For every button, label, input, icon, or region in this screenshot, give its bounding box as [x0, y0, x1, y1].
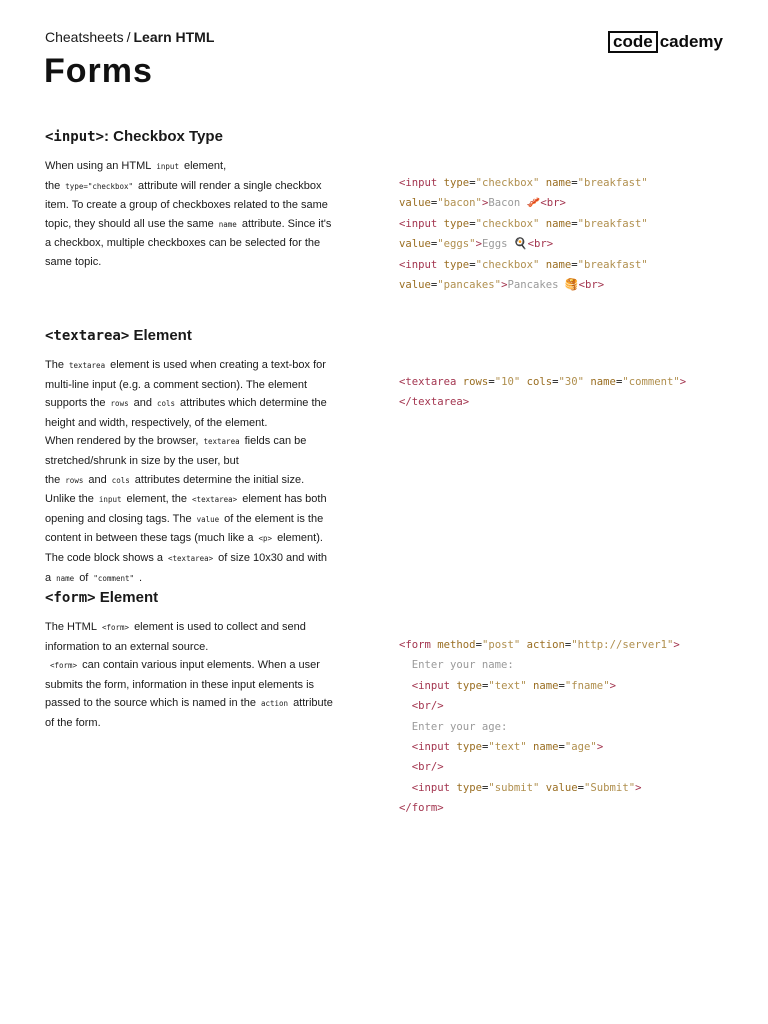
code-string: "10" [494, 376, 521, 388]
code-tag: <input [411, 741, 451, 754]
code-attr: type [456, 781, 482, 794]
code-block-form: <form method="post" action="http://server1"> Enter your name: <input type="text" name="fname"> <br/> Enter your age: <input type="text" name="age"> <br/> <input type="submit" value="Submit"> </form> [399, 639, 680, 815]
section-title-form [45, 589, 158, 606]
description-text: attribute will render a single checkbox item. To create a group of checkboxes related to the same topic, they should all use the same [45, 179, 328, 230]
description-text: attributes determine the initial size. [134, 473, 305, 486]
code-attr: method [437, 639, 476, 651]
code-attr: type [443, 177, 470, 189]
code-attr: type [443, 217, 470, 230]
code-string: "breakfast" [577, 217, 648, 230]
code-tag: <br> [578, 279, 605, 292]
description-text: element, the [45, 160, 227, 192]
code-tag: <input [399, 258, 438, 271]
inline-code: <form> [101, 623, 130, 632]
code-attr: name [533, 679, 559, 692]
code-block-textarea: <textarea rows="10" cols="30" name="comment"> </textarea> [399, 376, 687, 409]
code-attr: value [545, 781, 578, 794]
section-title-code: <input> [45, 129, 105, 145]
inline-code: name [56, 573, 75, 583]
description-text: can contain various input elements. When a user submits the form, information in these input elements is passed to the source which is named in the [45, 659, 320, 710]
code-string: "30" [558, 376, 585, 388]
breadcrumb-current: Learn HTML [133, 29, 215, 45]
description-text: When rendered by the browser, [45, 435, 199, 448]
description-text: element is used when creating a text-box for multi-line input (e.g. a comment section). The element supports the [45, 359, 326, 410]
code-text: Enter your name: [411, 659, 514, 672]
inline-code: <p> [258, 534, 273, 544]
description-text: element). The code block shows a [45, 532, 323, 564]
code-tag: > [609, 679, 616, 692]
description-text: element has both opening and closing tags. The [45, 493, 327, 525]
code-tag: </textarea> [399, 396, 470, 409]
section-title-checkbox [45, 128, 223, 145]
section-title-textarea [45, 327, 192, 344]
fried-egg-icon: 🍳 [513, 237, 528, 251]
description-paragraph [45, 356, 337, 432]
description-paragraph [45, 618, 337, 656]
inline-code: type="checkbox" [65, 181, 134, 191]
description-text: and [133, 397, 152, 410]
code-tag: <br> [540, 197, 566, 210]
code-attr: name [545, 258, 572, 271]
code-tag: <input [399, 177, 438, 189]
inline-code: input [156, 162, 179, 171]
description-paragraph [45, 656, 337, 732]
description-text: element, the [126, 493, 188, 506]
code-attr: name [533, 741, 559, 754]
description-text: attribute of the form. [45, 697, 333, 729]
code-tag: > [673, 639, 680, 651]
description-text: attribute. Since it's a checkbox, multiple checkboxes can be selected for the same topic. [45, 217, 332, 268]
code-attr: name [590, 376, 616, 388]
inline-code: cols [111, 475, 130, 485]
code-string: "fname" [564, 679, 610, 692]
description-text: of the element is the content in between these tags (much like a [45, 512, 324, 545]
code-string: "text" [488, 741, 527, 754]
code-string: "text" [488, 679, 527, 692]
code-attr: rows [462, 376, 489, 388]
section-description-checkbox [45, 157, 337, 272]
inline-code: action [260, 699, 289, 709]
inline-code: <form> [50, 661, 78, 671]
pancakes-icon: 🥞 [564, 278, 579, 292]
code-text: Bacon [488, 197, 521, 210]
description-text: The HTML [45, 621, 97, 633]
description-text: The [45, 359, 64, 371]
code-attr: value [399, 279, 431, 292]
code-tag: <input [411, 679, 451, 692]
breadcrumb-parent-link[interactable]: Cheatsheets [45, 29, 124, 45]
code-tag: <br/> [411, 700, 444, 713]
inline-code: <textarea> [192, 495, 238, 505]
description-text: When using an HTML [45, 160, 152, 172]
section-title-rest: Element [95, 589, 159, 606]
logo-rest-text: cademy [659, 32, 724, 51]
code-attr: name [545, 217, 572, 230]
code-tag: <input [399, 217, 438, 230]
inline-code: value [196, 514, 220, 524]
codecademy-logo[interactable] [608, 31, 723, 53]
code-string: "age" [564, 741, 597, 754]
code-tag: <br> [527, 238, 554, 251]
description-text: fields can be stretched/shrunk in size by the user, but the [45, 435, 307, 486]
description-paragraph [45, 157, 337, 272]
code-tag: <br/> [411, 761, 444, 774]
code-attr: value [399, 238, 431, 251]
code-attr: action [526, 639, 565, 651]
inline-code: <textarea> [168, 553, 214, 563]
description-text: . [139, 571, 143, 584]
breadcrumb [45, 29, 214, 45]
code-attr: type [456, 679, 482, 692]
bacon-icon: 🥓 [526, 196, 541, 210]
code-text: Enter your age: [411, 720, 508, 733]
description-text: of [79, 571, 89, 584]
code-string: "checkbox" [475, 177, 540, 189]
code-string: "breakfast" [577, 177, 648, 189]
section-description-textarea [45, 356, 337, 588]
code-string: "submit" [488, 781, 540, 794]
section-title-code: <form> [45, 590, 96, 606]
inline-code: "comment" [93, 573, 135, 583]
code-string: "post" [481, 639, 521, 651]
inline-code: name [218, 219, 237, 229]
code-attr: type [456, 741, 482, 754]
section-title-code: <textarea> [45, 328, 130, 344]
code-tag: <textarea [399, 376, 457, 388]
logo-boxed-text: code [608, 31, 658, 53]
description-paragraph [45, 490, 337, 588]
description-text: element is used to collect and send information to an external source. [45, 621, 306, 653]
inline-code: textarea [68, 361, 106, 370]
breadcrumb-separator: / [126, 29, 131, 45]
code-tag: > [679, 376, 687, 388]
code-attr: value [399, 197, 431, 210]
inline-code: cols [156, 399, 176, 409]
inline-code: textarea [203, 437, 240, 447]
code-block-checkbox: <input type="checkbox" name="breakfast" value="bacon">Bacon 🥓<br> <input type="checkbox" name="breakfast" value="eggs">Eggs 🍳<br> <input type="checkbox" name="breakfast" value="pancakes">Pancakes 🥞<br> [399, 177, 648, 292]
inline-code: rows [65, 475, 84, 485]
code-string: "checkbox" [475, 258, 540, 271]
description-text: attributes which determine the height and width, respectively, of the element. [45, 397, 327, 429]
code-string: "eggs" [437, 238, 476, 251]
description-text: of size 10x30 and with a [45, 551, 328, 584]
inline-code: input [98, 495, 122, 505]
code-string: "breakfast" [577, 258, 648, 271]
code-text: Eggs [481, 238, 508, 251]
section-title-rest: Element [129, 327, 192, 344]
code-tag: > [635, 781, 642, 794]
code-attr: cols [526, 376, 553, 388]
section-title-rest: : Checkbox Type [104, 128, 223, 145]
code-tag: <form [399, 639, 431, 651]
code-attr: type [443, 258, 470, 271]
description-text: and [88, 473, 107, 486]
code-string: "http://server1" [571, 639, 674, 651]
section-description-form [45, 618, 337, 733]
description-text: Unlike the [45, 493, 94, 506]
code-string: "pancakes" [437, 279, 502, 292]
code-tag: <input [411, 781, 451, 794]
inline-code: rows [110, 399, 129, 409]
code-string: "bacon" [437, 197, 482, 210]
code-string: "Submit" [584, 781, 636, 794]
code-string: "comment" [622, 376, 680, 388]
code-attr: name [545, 177, 572, 189]
code-string: "checkbox" [475, 217, 540, 230]
code-text: Pancakes [507, 279, 559, 292]
page-title: Forms [44, 52, 153, 90]
code-tag: </form> [399, 802, 444, 815]
code-tag: > [596, 741, 604, 754]
description-paragraph [45, 432, 337, 490]
